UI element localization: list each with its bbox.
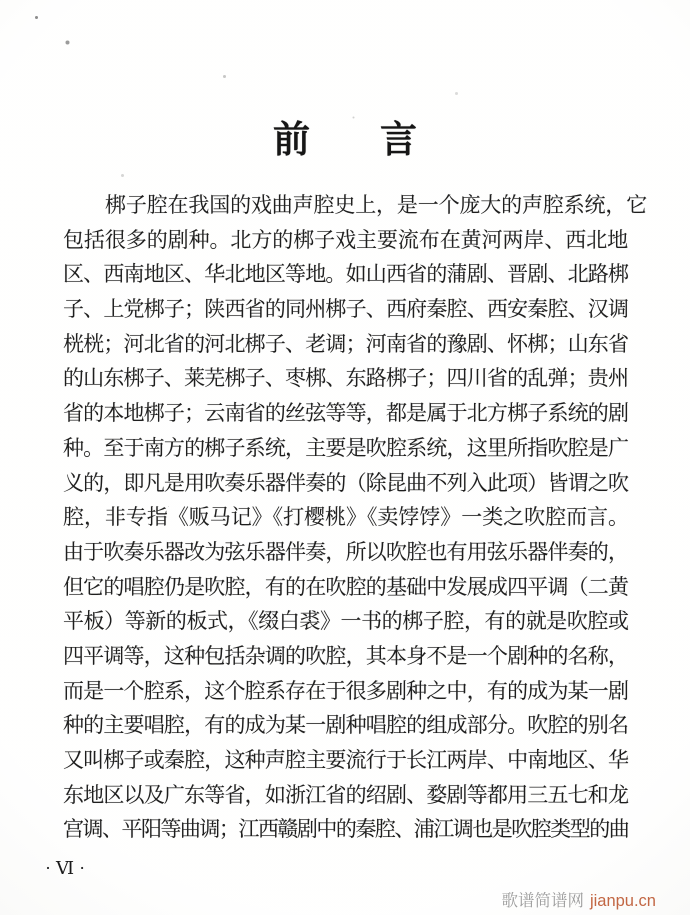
text-line: 种的主要唱腔，有的成为某一剧种唱腔的组成部分。吹腔的别名 (63, 713, 628, 738)
text-line: 梆子腔在我国的戏曲声腔史上，是一个庞大的声腔系统，它 (105, 193, 648, 217)
page-number: ·Ⅵ· (45, 858, 91, 878)
text-line: 子、上党梆子；陕西省的同州梆子、西府秦腔、西安秦腔、汉调 (63, 297, 628, 322)
body-text (63, 188, 648, 847)
text-line: 而是一个腔系，这个腔系存在于很多剧种之中，有的成为某一剧 (63, 678, 628, 703)
text-line: 桄桄；河北省的河北梆子、老调；河南省的豫剧、怀梆；山东省 (63, 331, 628, 356)
text-line: 但它的唱腔仍是吹腔，有的在吹腔的基础中发展成四平调（二黄 (63, 574, 628, 599)
text-line: 东地区以及广东等省，如浙江省的绍剧、婺剧等都用三五七和龙 (63, 782, 628, 807)
watermark-domain: jianpu.cn (589, 892, 656, 910)
text-line: 平板）等新的板式，《缀白裘》一书的梆子腔，有的就是吹腔或 (63, 609, 628, 634)
text-line: 省的本地梆子；云南省的丝弦等等，都是属于北方梆子系统的剧 (63, 401, 628, 426)
page-title (0, 109, 690, 163)
text-line: 区、西南地区、华北地区等地。如山西省的蒲剧、晋剧、北路梆 (63, 262, 628, 287)
text-line: 由于吹奏乐器改为弦乐器伴奏，所以吹腔也有用弦乐器伴奏的， (63, 539, 628, 564)
scan-speck (35, 16, 38, 19)
text-line: 种。至于南方的梆子系统，主要是吹腔系统，这里所指吹腔是广 (63, 435, 628, 460)
text-line: 四平调等，这种包括杂调的吹腔，其本身不是一个剧种的名称， (63, 643, 628, 668)
text-line: 宫调、平阳等曲调；江西赣剧中的秦腔、浦江调也是吹腔类型的曲 (63, 817, 628, 842)
watermark (501, 887, 656, 911)
title-char-2: 言 (380, 120, 417, 161)
text-line: 又叫梆子或秦腔，这种声腔主要流行于长江两岸、中南地区、华 (63, 748, 628, 772)
watermark-site-name: 歌谱简谱网 (501, 892, 584, 910)
title-char-1: 前 (273, 120, 310, 161)
text-line: 包括很多的剧种。北方的梆子戏主要流布在黄河两岸、西北地 (63, 227, 628, 252)
text-line: 义的，即凡是用吹奏乐器伴奏的（除昆曲不列入此项）皆谓之吹 (63, 470, 628, 495)
text-line: 的山东梆子、莱芜梆子、枣梆、东路梆子；四川省的乱弹；贵州 (63, 366, 628, 391)
text-line: 腔，非专指《贩马记》《打樱桃》《卖饽饽》一类之吹腔而言。 (63, 505, 628, 530)
